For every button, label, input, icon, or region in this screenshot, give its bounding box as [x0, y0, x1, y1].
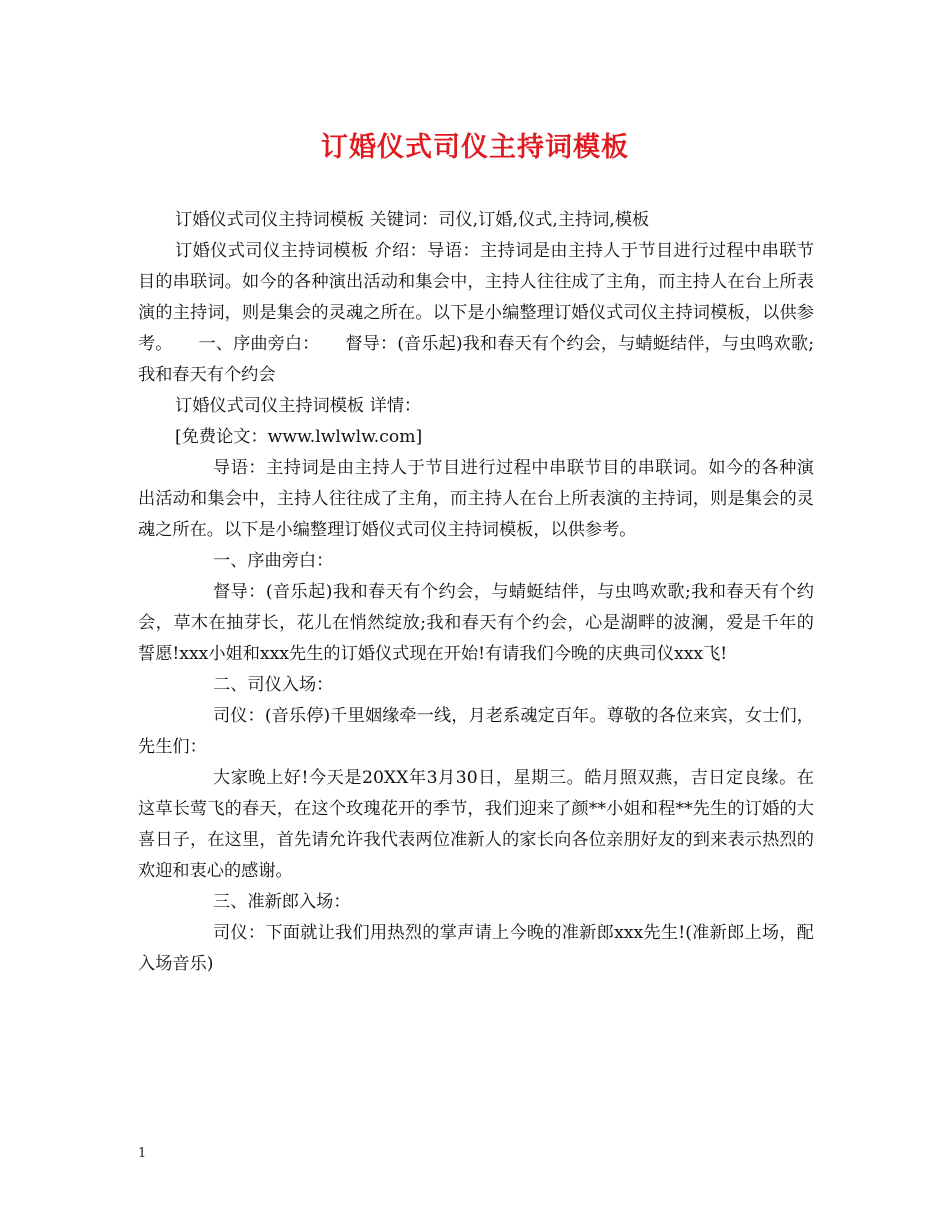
- section-heading-groom-entrance: 三、准新郎入场：: [213, 892, 351, 912]
- source-link-text: [免费论文：www.lwlwlw.com]: [175, 427, 423, 447]
- groom-entrance-paragraph: 司仪：下面就让我们用热烈的掌声请上今晚的准新郎xxx先生!(准新郎上场，配入场音乐): [138, 923, 814, 974]
- preface-paragraph: 导语：主持词是由主持人于节目进行过程中串联节目的串联词。如今的各种演出活动和集会中，主持人往往成了主角，而主持人在台上所表演的主持词，则是集会的灵魂之所在。以下是小编整理订婚仪式司仪主持词模板，以供参考。: [138, 458, 814, 540]
- details-heading: 订婚仪式司仪主持词模板 详情：: [175, 396, 422, 416]
- host-opening-paragraph: 司仪：(音乐停)千里姻缘牵一线，月老系魂定百年。尊敬的各位来宾，女士们，先生们：: [138, 706, 814, 757]
- document-title: 订婚仪式司仪主持词模板: [321, 132, 629, 163]
- keywords-paragraph: 订婚仪式司仪主持词模板 关键词：司仪,订婚,仪式,主持词,模板: [175, 210, 650, 230]
- document-body: [138, 205, 814, 980]
- welcome-paragraph: 大家晚上好!今天是20XX年3月30日，星期三。皓月照双燕，吉日定良缘。在这草长莺飞的春天，在这个玫瑰花开的季节，我们迎来了颜**小姐和程**先生的订婚的大喜日子，在这里，首先请允许我代表两位准新人的家长向各位亲朋好友的到来表示热烈的欢迎和衷心的感谢。: [138, 768, 814, 881]
- section-heading-host-entrance: 二、司仪入场：: [213, 675, 334, 695]
- intro-paragraph: 订婚仪式司仪主持词模板 介绍：导语：主持词是由主持人于节目进行过程中串联节目的串联词。如今的各种演出活动和集会中，主持人往往成了主角，而主持人在台上所表演的主持词，则是集会的灵魂之所在。以下是小编整理订婚仪式司仪主持词模板，以供参考。 一、序曲旁白： 督导：(音乐起)我和春天有个约会，与蜻蜓结伴，与虫鸣欢歌;我和春天有个约会: [138, 241, 814, 385]
- section-heading-overture: 一、序曲旁白：: [213, 551, 334, 571]
- page-number: 1: [138, 1146, 147, 1161]
- overture-paragraph: 督导：(音乐起)我和春天有个约会，与蜻蜓结伴，与虫鸣欢歌;我和春天有个约会，草木在抽芽长，花儿在悄然绽放;我和春天有个约会，心是湖畔的波澜，爱是千年的誓愿!xxx小姐和xxx先生的订婚仪式现在开始!有请我们今晚的庆典司仪xxx飞!: [138, 582, 814, 664]
